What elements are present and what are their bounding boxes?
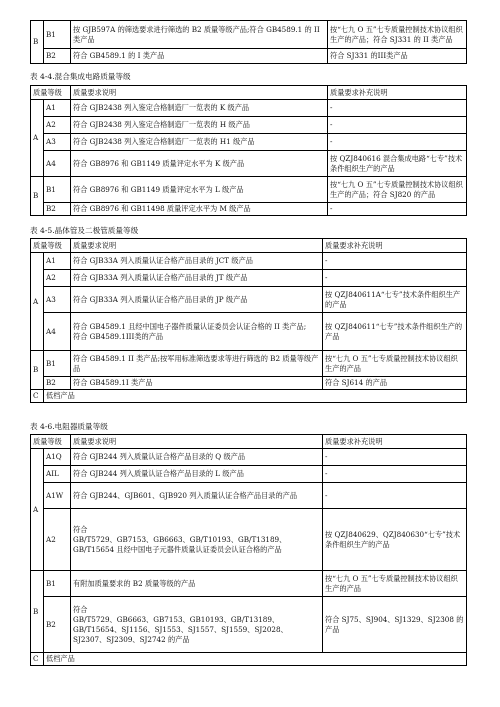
table-4-6 [30,434,467,666]
desc-cell: 符合 GB8976 和 GB1149 质量评定水平为 L 级产品 [71,177,328,203]
desc-cell: 符合 GJB244、GJB601、GJB920 列入质量认证合格产品目录的产品 [71,483,323,509]
extra-cell: 按 QZJ840616 混合集成电路“七专”技术条件组织生产的产品 [328,151,467,177]
extra-cell: - [328,134,467,151]
table-row [31,117,467,134]
table-row [31,100,467,117]
table-row [31,177,467,203]
subgrade-cell: A2 [44,509,71,571]
table-row [31,151,467,177]
extra-cell: 按“七九 O 五”七专质量控制技术协议组织生产的产品；符合 SJ331 的 II 类产品 [328,21,467,49]
header-grade: 质量等级 [31,86,71,100]
table-row [31,313,467,351]
header-extra: 质量要求补充说明 [323,435,467,449]
subgrade-cell: B2 [44,377,71,390]
desc-cell: 符合 GJB2438 列入鉴定合格制造厂一览表的 K 级产品 [71,100,328,117]
subgrade-cell: AIL [44,466,71,483]
extra-cell: 按 QZJ840611“七专”技术条件组织生产的产品 [323,313,467,351]
grade-cell: A [31,253,44,351]
subgrade-cell: B1 [44,351,71,377]
subgrade-cell: B1 [44,21,71,49]
table-row [31,21,467,49]
table-row [31,270,467,287]
extra-cell: - [323,483,467,509]
desc-cell: 符合 GB8976 和 GB11498 质量评定水平为 M 级产品 [71,203,328,216]
table-4-5 [30,238,467,403]
table-row [31,49,467,64]
subgrade-cell: A1Q [44,449,71,466]
subgrade-cell: B1 [44,571,71,597]
subgrade-cell: A2 [44,270,71,287]
grade-cell: B [31,177,44,216]
desc-cell: 符合 GB/T5729、GB7153、GB6663、GB/T10193、GB/T13189、GB/T15654 且经中国电子元器件质量认证委员会认证合格的产品 [71,509,323,571]
desc-cell: 符合 GJB2438 列入鉴定合格制造厂一览表的 H1 级产品 [71,134,328,151]
extra-cell: - [323,270,467,287]
extra-cell: 按 QZJ840629、QZJ840630“七专”技术条件组织生产的产品 [323,509,467,571]
header-extra: 质量要求补充说明 [328,86,467,100]
desc-cell: 符合 GB4589.1I 类产品 [71,377,323,390]
extra-cell: 符合 SJ75、SJ904、SJ1329、SJ2308 的产品 [323,597,467,653]
header-desc: 质量要求说明 [71,239,323,253]
grade-cell: A [31,449,44,571]
subgrade-cell: A3 [44,134,71,151]
extra-cell: - [328,117,467,134]
table-header-row [31,435,467,449]
table-row [31,253,467,270]
desc-cell: 符合 GJB2438 列入鉴定合格制造厂一览表的 H 级产品 [71,117,328,134]
desc-cell: 符合 GB/T5729、GB6663、GB7153、GB10193、GB/T13189、GB/T15654、SJ1156、SJ1553、SJ1557、SJ1559、SJ2028、SJ2307、SJ2309、SJ2742 的产品 [71,597,323,653]
header-extra: 质量要求补充说明 [323,239,467,253]
table-row [31,509,467,571]
extra-cell: - [323,253,467,270]
grade-cell: A [31,100,44,177]
table-row [31,483,467,509]
table-row [31,653,467,666]
grade-cell: B [31,351,44,390]
subgrade-cell: B1 [44,177,71,203]
desc-cell: 符合 GJB244 列入质量认证合格产品目录的 Q 级产品 [71,449,323,466]
subgrade-cell: A3 [44,287,71,313]
table-row [31,287,467,313]
table-header-row [31,239,467,253]
table-row [31,571,467,597]
desc-cell: 符合 GB4589.1 II 类产品;按军用标准筛选要求等进行筛选的 B2 质量等级产品 [71,351,323,377]
desc-cell: 有附加质量要求的 B2 质量等级的产品 [71,571,323,597]
desc-cell: 符合 GB8976 和 GB1149 质量评定水平为 K 级产品 [71,151,328,177]
subgrade-cell: A2 [44,117,71,134]
table-caption: 表 4-6.电阻器质量等级 [30,422,108,431]
table-row [31,377,467,390]
subgrade-cell: B2 [44,49,71,64]
grade-cell: B [31,571,44,653]
header-grade: 质量等级 [31,435,71,449]
extra-cell: 按“七九 O 五”七专质量控制技术协议组织生产的产品 [323,571,467,597]
table-row [31,351,467,377]
table-row [31,597,467,653]
grade-cell: C [31,653,44,666]
header-desc: 质量要求说明 [71,435,323,449]
subgrade-cell: B2 [44,597,71,653]
subgrade-cell: A4 [44,151,71,177]
extra-cell: - [328,100,467,117]
desc-cell: 低档产品 [44,390,467,403]
desc-cell: 符合 GJB33A 列入质量认证合格产品目录的 JP 级产品 [71,287,323,313]
extra-cell: - [328,203,467,216]
extra-cell: - [323,449,467,466]
grade-cell: C [31,390,44,403]
subgrade-cell: A1W [44,483,71,509]
table-4-4 [30,85,467,216]
header-grade: 质量等级 [31,239,71,253]
table-row [31,449,467,466]
table-continued [30,20,467,64]
extra-cell: - [323,466,467,483]
subgrade-cell: A4 [44,313,71,351]
desc-cell: 符合 GJB33A 列入质量认证合格产品目录的 JCT 级产品 [71,253,323,270]
subgrade-cell: A1 [44,100,71,117]
extra-cell: 按“七九 O 五”七专质量控制技术协议组织生产的产品 [323,351,467,377]
table-row [31,203,467,216]
header-desc: 质量要求说明 [71,86,328,100]
table-row [31,390,467,403]
desc-cell: 符合 GJB244 列入质量认证合格产品目录的 L 级产品 [71,466,323,483]
extra-cell: 按“七九 O 五”七专质量控制技术协议组织生产的产品；符合 SJ820 的产品 [328,177,467,203]
extra-cell: 按 QZJ840611A“七专”技术条件组织生产的产品 [323,287,467,313]
extra-cell: 符合 SJ614 的产品 [323,377,467,390]
desc-cell: 按 GJB597A 的筛选要求进行筛选的 B2 质量等级产品;符合 GB4589.1 的 II 类产品 [71,21,328,49]
grade-cell: B [31,21,44,64]
table-caption: 表 4-4.混合集成电路质量等级 [30,72,131,81]
desc-cell: 符合 GB4589.1 且经中国电子器件质量认证委员会认证合格的 II 类产品; 符合 GB4589.1III类的产品 [71,313,323,351]
desc-cell: 符合 GB4589.1 的 I 类产品 [71,49,328,64]
table-caption: 表 4-5.晶体管及二极管质量等级 [30,226,139,235]
table-row [31,134,467,151]
subgrade-cell: B2 [44,203,71,216]
table-header-row [31,86,467,100]
extra-cell: 符合 SJ331 的III类产品 [328,49,467,64]
desc-cell: 符合 GJB33A 列入质量认证合格产品目录的 JT 级产品 [71,270,323,287]
desc-cell: 低档产品 [44,653,467,666]
table-row [31,466,467,483]
subgrade-cell: A1 [44,253,71,270]
